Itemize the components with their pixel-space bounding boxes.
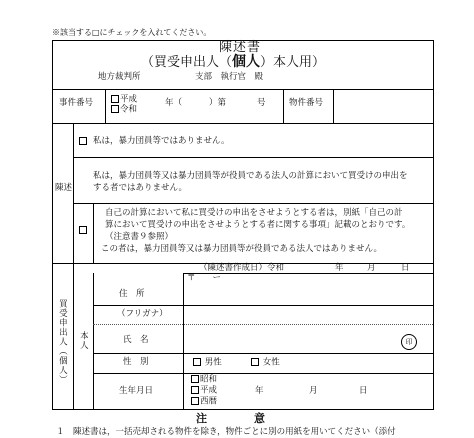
case-number-label: 事件番号 [59,98,94,108]
notes-title: 注 意 [196,412,283,425]
instruction-note: ※該当する□にチェックを入れてください。 [52,28,212,37]
court-label: 地方裁判所 [98,72,141,82]
statement-date-label: （陳述書作成日）令和 [199,263,285,273]
number-label: 号 [257,98,266,108]
checkbox[interactable] [111,95,119,103]
statement-item-3-line1: 自己の計算において私に買受けの申出をさせようとする者は，別紙「自己の計 [105,208,403,218]
checkbox[interactable] [111,105,119,113]
statement-item-3-line4: この者は，暴力団員等又は暴力団員等が役員である法人ではありません。 [101,244,383,254]
notes-line-1: １ 陳述書は，一括売却される物件を除き，物件ごとに別の用紙を用いてください（添付 [56,427,396,437]
statement-item-1-checkbox[interactable] [79,137,88,147]
dob-label: 生年月日 [119,386,154,396]
statement-item-1: 私は，暴力団員等ではありません。 [93,136,230,146]
statement-item-3-checkbox[interactable] [79,226,88,236]
era-heisei-option[interactable]: 平成 [111,95,137,105]
address-label: 住 所 [119,289,145,299]
era-reiwa-option[interactable]: 令和 [111,105,137,115]
date-year: 年 [335,263,344,273]
date-day: 日 [401,263,410,273]
statement-side-label: 陳述 [55,183,73,193]
form-title: 陳述書 [219,40,262,55]
dob-era-heisei[interactable]: 平成 [191,386,217,396]
statement-item-2-line2: する者ではありません。 [93,183,188,193]
applicant-side-label: 買受申出人（個人） [57,299,68,385]
furigana-label: （フリガナ） [117,309,168,319]
case-type-label: ）第 [209,98,227,108]
dob-month: 月 [309,386,318,396]
date-month: 月 [367,263,376,273]
postal-mark: 〒 ー [187,273,222,283]
statement-item-3-line3: （注意書９参照） [105,232,174,242]
dob-era-seireki[interactable]: 西暦 [191,397,217,407]
gender-female-option[interactable]: 女性 [251,358,280,368]
year-label: 年（ [165,98,183,108]
form-subtitle: （買受申出人（個人）本人用） [141,54,326,70]
seal-mark: 印 [401,334,417,350]
statement-form [52,40,434,410]
dob-day: 日 [359,386,368,396]
self-label: 本人 [78,331,89,350]
checkbox[interactable] [251,358,259,366]
checkbox[interactable] [193,358,201,366]
gender-male-option[interactable]: 男性 [193,358,222,368]
property-number-label: 物件番号 [289,98,324,108]
branch-label: 支部 執行官 殿 [195,72,264,82]
statement-item-3-line2: 算において買受けの申出をさせようとする者に関する事項」記載のとおりです。 [105,220,411,230]
statement-item-2-line1: 私は，暴力団員等又は暴力団員等が役員である法人の計算において買受けの申出を [93,171,408,181]
gender-label: 性 別 [123,357,149,367]
dob-year: 年 [255,386,264,396]
name-label: 氏 名 [123,335,149,345]
dob-era-showa[interactable]: 昭和 [191,375,217,385]
